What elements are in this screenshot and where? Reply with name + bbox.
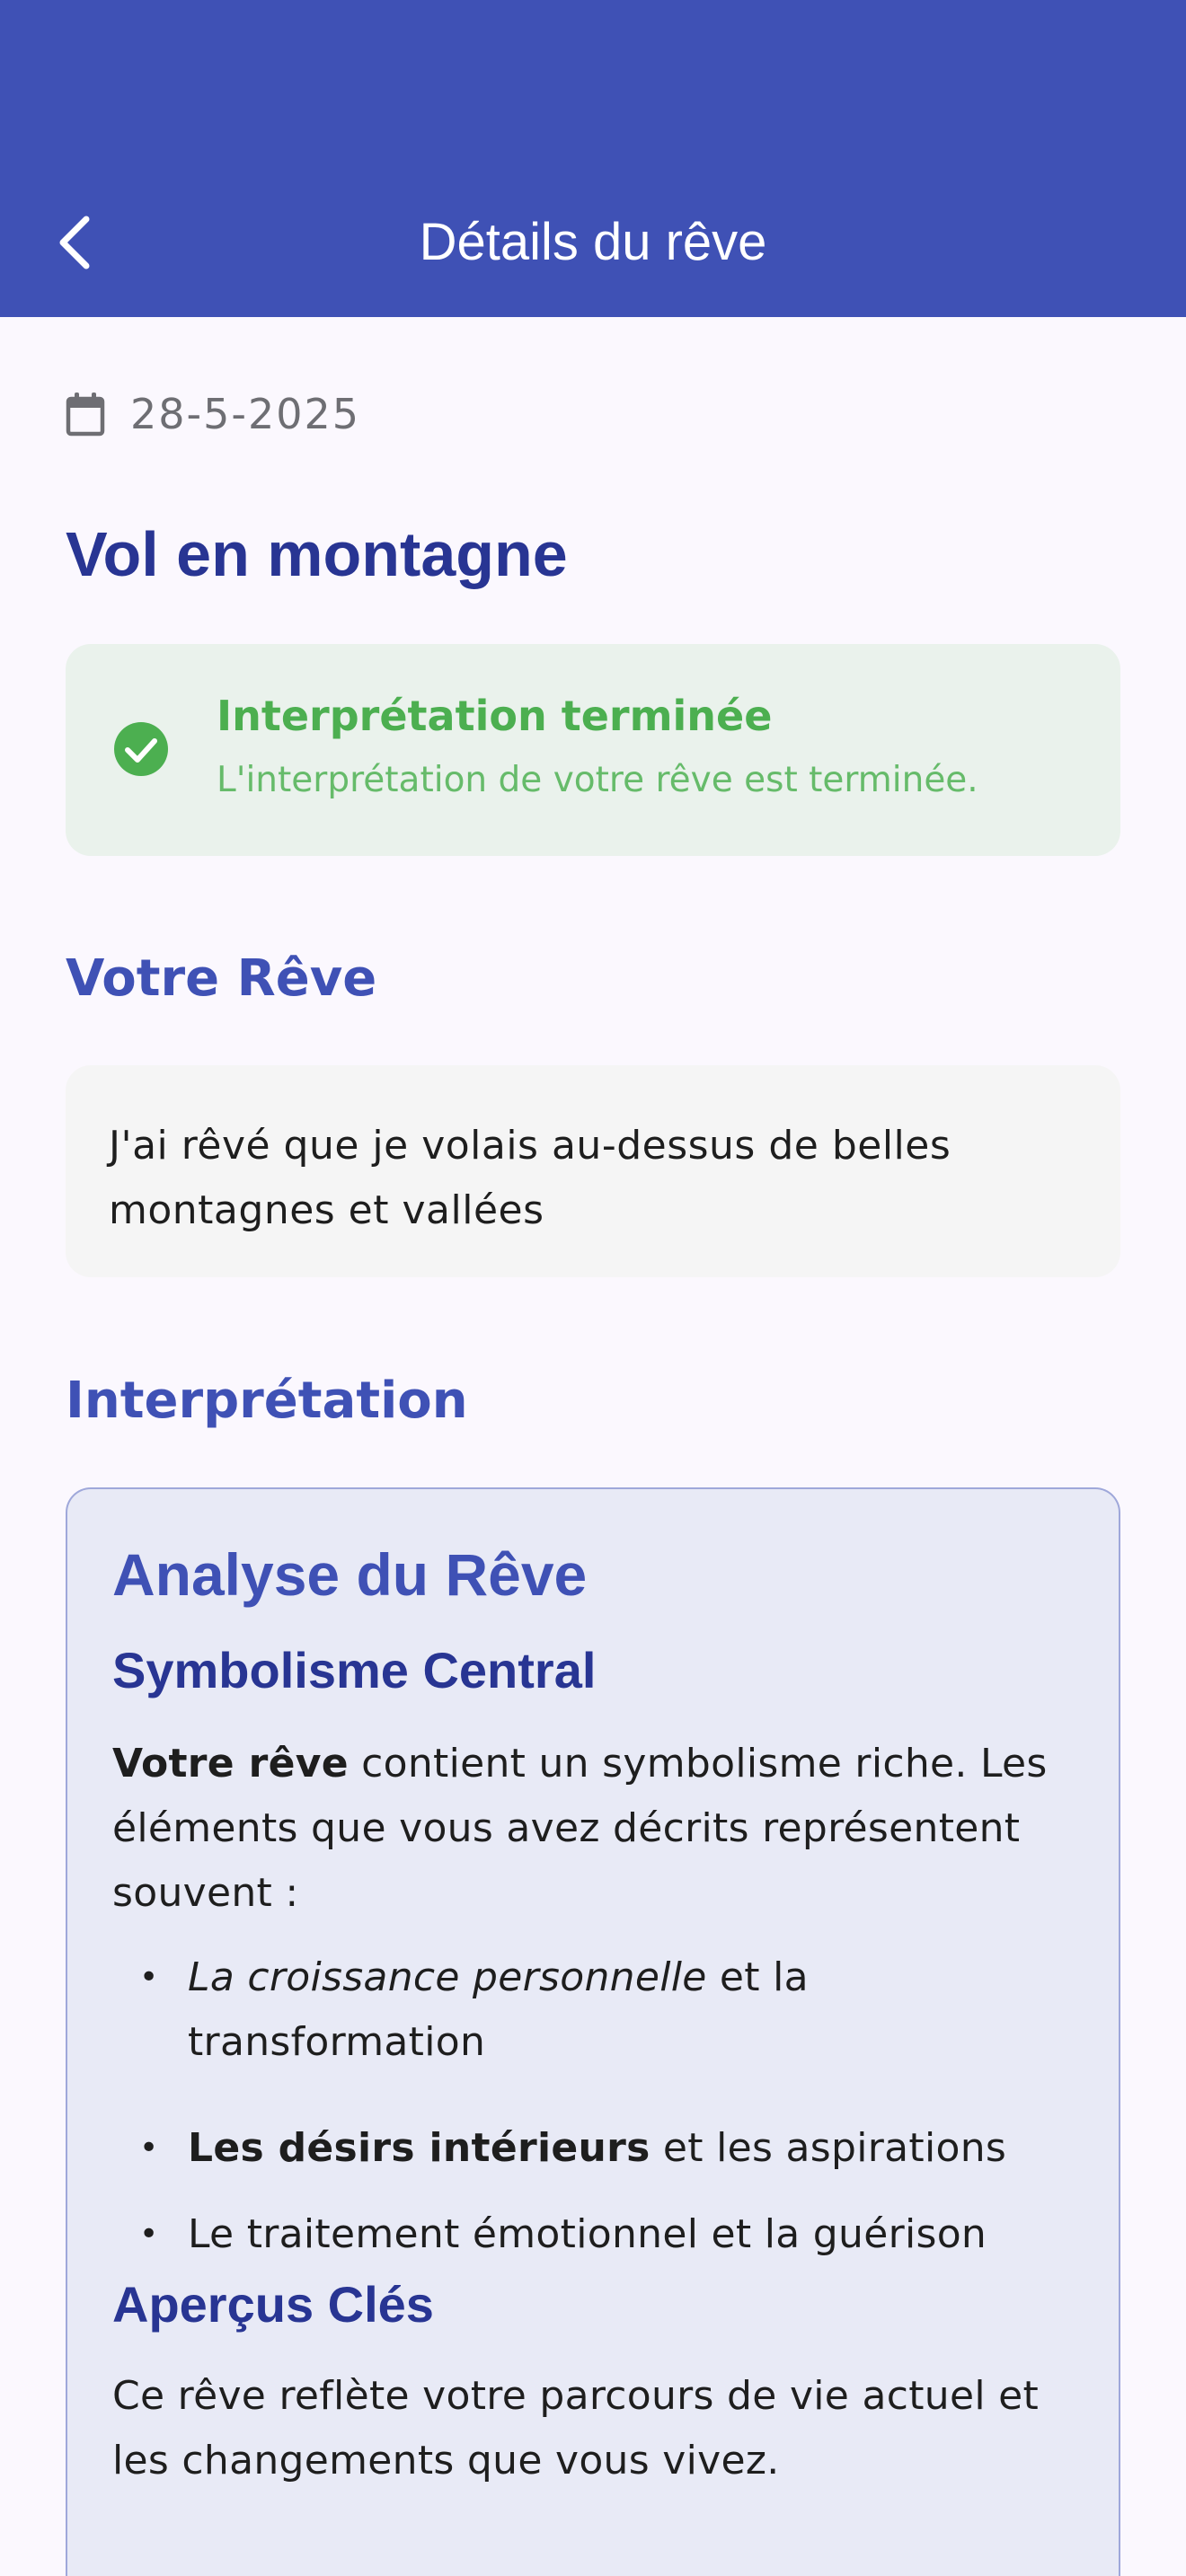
dream-text: J'ai rêvé que je volais au-dessus de belles montagnes et vallées bbox=[109, 1123, 951, 1233]
symbolism-intro-bold: Votre rêve bbox=[112, 1741, 349, 1786]
bullet-dot: • bbox=[139, 2130, 159, 2166]
bullet-text bbox=[188, 2202, 1077, 2267]
insights-paragraph: Ce rêve reflète votre parcours de vie actuel et les changements que vous vivez. bbox=[112, 2373, 1040, 2483]
bullet-text bbox=[188, 2116, 1077, 2181]
calendar-icon bbox=[66, 392, 105, 437]
symbolism-intro-text: contient un symbolisme riche. Les éléments que vous avez décrits représentent souvent : bbox=[112, 1741, 1048, 1916]
bullet-emphasis: Les désirs intérieurs bbox=[188, 2125, 651, 2171]
status-title: Interprétation terminée bbox=[217, 692, 773, 740]
insights-heading: Aperçus Clés bbox=[112, 2276, 434, 2333]
app-bar bbox=[0, 0, 1186, 317]
bullet-text bbox=[188, 1945, 1077, 2075]
analysis-heading: Analyse du Rêve bbox=[112, 1541, 588, 1608]
dream-text-card bbox=[66, 1065, 1120, 1277]
check-circle-icon bbox=[112, 720, 170, 778]
bullet-rest: Le traitement émotionnel et la guérison bbox=[188, 2211, 987, 2257]
dream-section-heading: Votre Rêve bbox=[66, 949, 377, 1008]
bullet-dot: • bbox=[139, 2216, 159, 2253]
date-text: 28-5-2025 bbox=[130, 390, 361, 438]
bullet-emphasis: La croissance personnelle bbox=[188, 1954, 707, 2000]
bullet-dot: • bbox=[139, 1959, 159, 1996]
bullet-rest: et les aspirations bbox=[650, 2125, 1007, 2171]
interpretation-section-heading: Interprétation bbox=[66, 1372, 468, 1430]
bullet-rest: et la transformation bbox=[188, 1954, 809, 2065]
symbolism-heading: Symbolisme Central bbox=[112, 1642, 597, 1698]
dream-date bbox=[66, 382, 360, 446]
status-message: L'interprétation de votre rêve est terminée. bbox=[217, 760, 978, 800]
page-title: Détails du rêve bbox=[419, 213, 767, 271]
dream-title: Vol en montagne bbox=[66, 519, 568, 589]
interpretation-card bbox=[66, 1487, 1120, 2576]
status-card bbox=[66, 644, 1120, 856]
symbolism-paragraph bbox=[112, 1732, 1083, 1926]
